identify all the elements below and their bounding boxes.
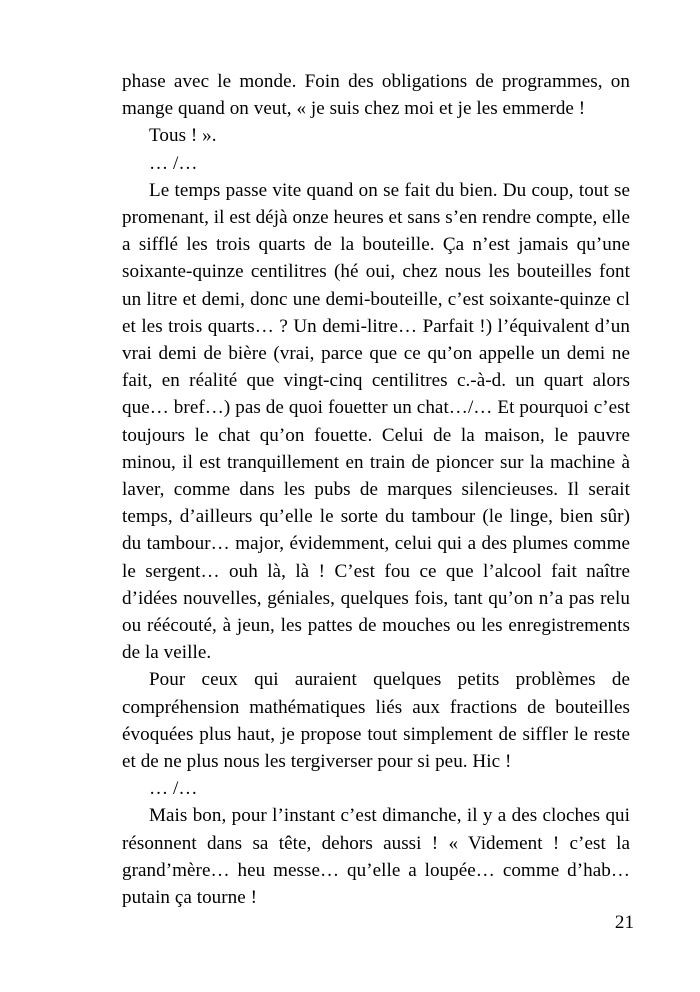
page-number: 21 bbox=[614, 912, 634, 933]
paragraph-tous: Tous ! ». bbox=[149, 125, 217, 147]
paragraph-le-temps-passe: Le temps passe vite quand on se fait du bien. Du coup, tout se promenant, il est déjà onze heures et sans s’en rendre compte, elle a sifflé les trois quarts de la bouteille. Ça n’est jamais qu’une soixante-quinze centilitres (hé oui, chez nous les bouteilles font un litre et demi, donc une demi-bouteille, c’est soixante-quinze cl et les trois quarts… ? Un demi-litre… Parfait !) l’équivalent d’un vrai demi de bière (vrai, parce que ce qu’on appelle un demi ne fait, en réalité que vingt-cinq centilitres c.-à-d. un quart alors que… bref…) pas de quoi fouetter un chat…/… Et pourquoi c’est toujours le chat qu’on fouette. Celui de la maison, le pauvre minou, il est tranquillement en train de pioncer sur la machine à laver, comme dans les pubs de marques silencieuses. Il serait temps, d’ailleurs qu’elle le sorte du tambour (le linge, bien sûr) du tambour… major, évidemment, celui qui a des plumes comme le sergent… ouh là, là ! C’est fou ce que l’alcool fait naître d’idées nouvelles, géniales, quelques fois, tant qu’on n’a pas relu ou réécouté, à jeun, les pattes de mouches ou les enregistrements de la veille. bbox=[122, 179, 630, 664]
section-separator-2: … /… bbox=[149, 778, 198, 800]
paragraph-pour-ceux: Pour ceux qui auraient quelques petits problèmes de compréhension mathématiques liés aux fractions de bouteilles évoquées plus haut, je propose tout simplement de siffler le reste et de ne plus nous les tergiverser pour si peu. Hic ! bbox=[122, 669, 630, 773]
paragraph-continuation: phase avec le monde. Foin des obligations de programmes, on mange quand on veut, « je suis chez moi et je les emmerde ! bbox=[122, 71, 630, 120]
section-separator-1: … /… bbox=[149, 152, 198, 174]
paragraph-mais-bon: Mais bon, pour l’instant c’est dimanche, il y a des cloches qui résonnent dans sa tête, dehors aussi ! « Videment ! c’est la grand’mère… heu messe… qu’elle a loupée… comme d’hab… putain ça tourne ! bbox=[122, 805, 630, 909]
body-text-block bbox=[122, 68, 630, 911]
